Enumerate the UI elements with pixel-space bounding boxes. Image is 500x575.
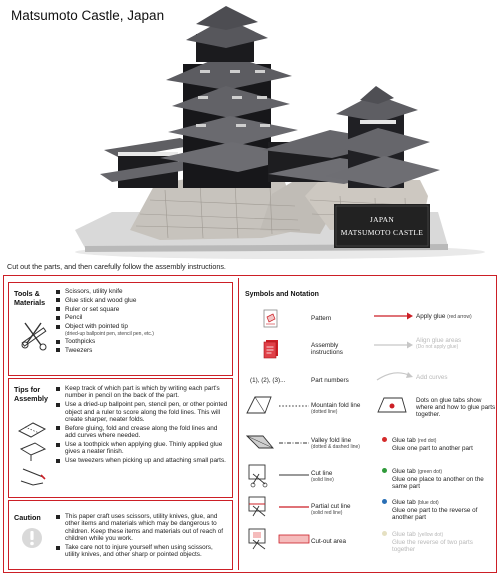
green-glue-tab-label: Glue tab (green dot) Glue one place to another on the same part bbox=[392, 468, 484, 491]
red-glue-tab-label: Glue tab (red dot) Glue one part to another part bbox=[392, 437, 473, 453]
tools-list bbox=[56, 288, 228, 356]
align-glue-label: Align glue areas (Do not apply glue) bbox=[416, 337, 462, 351]
list-item: Glue stick and wood glue bbox=[56, 297, 228, 304]
list-item: Toothpicks bbox=[56, 338, 228, 345]
tools-materials-box bbox=[8, 282, 233, 376]
symbols-title: Symbols and Notation bbox=[245, 291, 319, 298]
partial-cut-label: Partial cut line (solid red line) bbox=[311, 503, 351, 517]
list-item: Object with pointed tip (dried-up ballpoint pen, stencil pen, etc.) bbox=[56, 323, 228, 336]
list-item: Use a dried-up ballpoint pen, stencil pen, or other pointed object and a ruler to score along the fold lines. This will create sharper, neater folds. bbox=[56, 401, 228, 423]
page-title: Matsumoto Castle, Japan bbox=[11, 8, 165, 23]
assembly-instructions-label: Assembly instructions bbox=[311, 342, 343, 357]
list-item: Ruler or set square bbox=[56, 306, 228, 313]
caution-list bbox=[56, 513, 228, 560]
blue-dot-icon bbox=[382, 499, 387, 504]
list-item: Take care not to injure yourself when using scissors, utility knives, and other sharp or pointed objects. bbox=[56, 544, 228, 559]
apply-glue-label: Apply glue (red arrow) bbox=[416, 313, 472, 320]
add-curves-label: Add curves bbox=[416, 374, 448, 381]
cut-line-label: Cut line (solid line) bbox=[311, 470, 334, 484]
list-item: Keep track of which part is which by writing each part's number in pencil on the back of the part. bbox=[56, 385, 228, 400]
tools-heading: Tools & Materials bbox=[14, 289, 46, 307]
cut-out-area-icon bbox=[245, 526, 311, 552]
glue-dots-info: Dots on glue tabs show where and how to glue parts together. bbox=[416, 397, 496, 419]
warning-icon bbox=[21, 527, 43, 549]
list-item: Scissors, utility knife bbox=[56, 288, 228, 295]
yellow-dot-icon bbox=[382, 531, 387, 536]
cut-line-icon bbox=[245, 462, 311, 488]
valley-fold-icon bbox=[245, 430, 311, 454]
glue-tab-icon bbox=[376, 394, 408, 416]
castle-illustration bbox=[0, 0, 500, 262]
red-dot-icon bbox=[382, 437, 387, 442]
sign-line-1: JAPAN bbox=[369, 215, 395, 224]
list-item: Before gluing, fold and crease along the fold lines and add curves where needed. bbox=[56, 425, 228, 440]
tips-list bbox=[56, 385, 228, 466]
gray-arrow-icon bbox=[373, 340, 415, 350]
column-divider bbox=[238, 278, 239, 570]
list-item: Tweezers bbox=[56, 347, 228, 354]
blue-glue-tab-label: Glue tab (blue dot) Glue one part to the reverse of another part bbox=[392, 499, 478, 522]
list-item: Use a toothpick when applying glue. Thinly applied glue gives a neater finish. bbox=[56, 441, 228, 456]
cut-out-area-label: Cut-out area bbox=[311, 538, 347, 545]
green-dot-icon bbox=[382, 468, 387, 473]
valley-fold-label: Valley fold line (dotted & dashed line) bbox=[311, 437, 360, 451]
mountain-fold-icon bbox=[245, 393, 311, 417]
pattern-label: Pattern bbox=[311, 315, 332, 322]
mountain-fold-label: Mountain fold line (dotted line) bbox=[311, 402, 361, 416]
sign-line-2: MATSUMOTO CASTLE bbox=[340, 228, 424, 237]
part-numbers-label: Part numbers bbox=[311, 377, 349, 384]
curve-arrow-icon bbox=[375, 368, 415, 382]
intro-text: Cut out the parts, and then carefully follow the assembly instructions. bbox=[7, 262, 226, 271]
partial-cut-icon bbox=[245, 494, 311, 520]
caution-box bbox=[8, 500, 233, 570]
yellow-glue-tab-label: Glue tab (yellow dot) Glue the reverse of two parts together bbox=[392, 531, 473, 554]
tips-icons bbox=[17, 419, 49, 489]
red-arrow-icon bbox=[373, 311, 415, 321]
list-item: Use tweezers when picking up and attaching small parts. bbox=[56, 457, 228, 464]
tools-icon bbox=[17, 317, 51, 351]
list-item: This paper craft uses scissors, utility knives, glue, and other items and materials which may be dangerous to children. Keep these items and materials out of reach of children while you work. bbox=[56, 513, 228, 543]
tips-assembly-box bbox=[8, 378, 233, 498]
instructions-icon bbox=[262, 339, 280, 359]
list-item: Pencil bbox=[56, 314, 228, 321]
part-numbers-example: (1), (2), (3)... bbox=[250, 377, 286, 384]
caution-heading: Caution bbox=[14, 513, 41, 522]
pattern-icon bbox=[262, 309, 280, 329]
tips-heading: Tips for Assembly bbox=[14, 385, 48, 403]
